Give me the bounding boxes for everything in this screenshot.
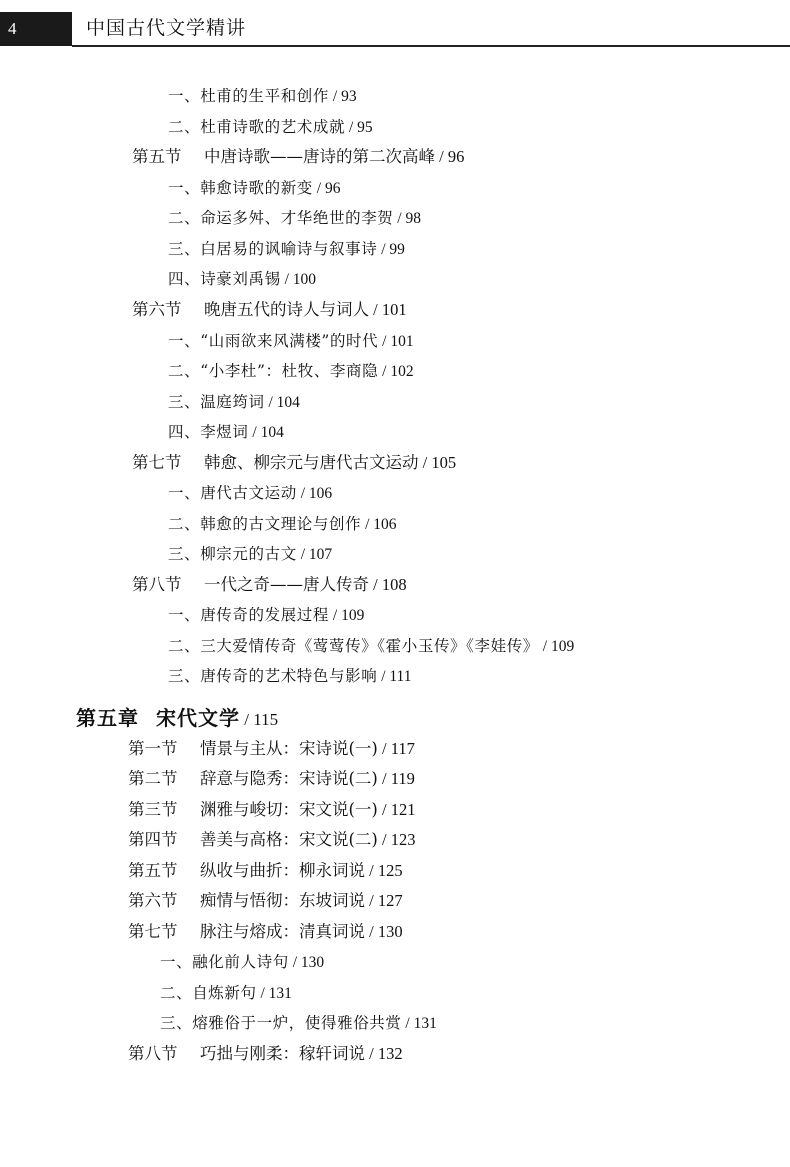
entry-page-number: 96 [324,180,341,197]
entry-page-number: 111 [389,668,412,685]
entry-title: 一代之奇——唐人传奇 [204,575,369,594]
page-separator: / [248,424,261,441]
header-rule [72,45,790,47]
entry-page-number: 105 [431,453,457,472]
entry-title: 一、杜甫的生平和创作 [168,87,330,105]
entry-page-number: 106 [373,516,397,533]
entry-page-number: 95 [357,119,373,136]
section-label: 第六节 [128,891,178,910]
toc-subsection [160,982,292,1005]
page-separator: / [401,1015,414,1032]
toc-section [128,890,403,912]
page-separator: / [365,922,378,941]
entry-page-number: 131 [413,1015,437,1032]
page-separator: / [329,88,342,105]
section-label: 第七节 [132,453,182,472]
entry-page-number: 100 [292,271,317,288]
section-label: 第一节 [128,739,178,758]
page-separator: / [377,830,391,849]
toc-subsection [168,177,340,200]
entry-title: 一、融化前人诗句 [160,953,289,971]
section-label: 第五节 [128,861,178,880]
entry-title: 晚唐五代的诗人与词人 [204,300,369,319]
page-separator: / [377,668,390,685]
entry-title: 情景与主从：宋诗说(一) [200,739,378,758]
entry-title: 二、“小李杜”：杜牧、李商隐 [168,362,379,380]
toc-chapter [76,705,278,733]
section-label: 第七节 [128,922,178,941]
entry-page-number: 104 [260,424,284,441]
toc-section [128,768,415,790]
toc-subsection [168,85,357,108]
page-number: 4 [0,12,72,46]
page-separator: / [369,300,382,319]
toc-subsection [168,665,411,688]
page-separator: / [312,180,325,197]
entry-page-number: 109 [341,607,365,624]
section-label: 第三节 [128,800,178,819]
entry-page-number: 127 [377,891,403,910]
entry-title: 巧拙与刚柔：稼轩词说 [200,1044,365,1063]
page-separator: / [296,485,309,502]
entry-title: 渊雅与峻切：宋文说(一) [200,800,378,819]
entry-page-number: 101 [390,333,414,350]
page-separator: / [256,985,269,1002]
section-label: 第八节 [132,575,182,594]
entry-title: 三、熔雅俗于一炉，使得雅俗共赏 [160,1014,402,1032]
entry-page-number: 101 [381,300,407,319]
entry-page-number: 102 [390,363,414,380]
entry-title: 一、唐传奇的发展过程 [168,606,330,624]
entry-title: 中唐诗歌——唐诗的第二次高峰 [204,147,435,166]
entry-page-number: 123 [390,830,416,849]
section-label: 第八节 [128,1044,178,1063]
toc-section [128,799,415,821]
entry-title: 二、杜甫诗歌的艺术成就 [168,118,346,136]
toc-section [132,146,464,168]
entry-title: 韩愈、柳宗元与唐代古文运动 [204,453,419,472]
page-separator: / [369,575,382,594]
page-separator: / [378,333,391,350]
entry-page-number: 131 [268,985,292,1002]
page-separator: / [280,271,293,288]
page-separator: / [377,769,391,788]
entry-title: 四、李煜词 [168,423,249,441]
toc-subsection [168,391,300,414]
book-title: 中国古代文学精讲 [86,17,247,39]
toc-subsection [168,482,332,505]
entry-title: 三、柳宗元的古文 [168,545,297,563]
page-separator: / [345,119,358,136]
toc-subsection [168,330,414,353]
section-label: 第五节 [132,147,182,166]
page-separator: / [329,607,342,624]
toc-section [128,738,415,760]
page-separator: / [538,638,551,655]
toc-section [128,921,403,943]
entry-page-number: 125 [377,861,403,880]
entry-page-number: 106 [308,485,333,502]
entry-page-number: 104 [276,394,300,411]
page-separator: / [377,800,391,819]
toc-section [128,829,415,851]
toc-subsection [168,513,397,536]
page-separator: / [377,739,391,758]
section-label: 第四节 [128,830,178,849]
page-separator: / [264,394,277,411]
entry-title: 一、“山雨欲来风满楼”的时代 [168,332,379,350]
entry-page-number: 99 [389,241,405,258]
toc-subsection [168,543,332,566]
entry-title: 三、温庭筠词 [168,393,265,411]
running-header [0,12,790,46]
entry-title: 辞意与隐秀：宋诗说(二) [200,769,378,788]
page-separator: / [435,147,448,166]
page-separator: / [365,1044,378,1063]
toc-subsection [168,116,373,139]
entry-page-number: 98 [405,210,421,227]
page-separator: / [365,891,378,910]
entry-title: 纵收与曲折：柳永词说 [200,861,365,880]
toc-subsection [168,604,364,627]
page-separator: / [377,241,390,258]
entry-title: 四、诗豪刘禹锡 [168,270,281,288]
entry-page-number: 107 [308,546,333,563]
entry-title: 善美与高格：宋文说(二) [200,830,378,849]
entry-page-number: 93 [341,88,357,105]
entry-page-number: 108 [381,575,407,594]
entry-page-number: 132 [377,1044,403,1063]
page-separator: / [296,546,309,563]
entry-page-number: 119 [390,769,415,788]
entry-title: 三、白居易的讽喻诗与叙事诗 [168,240,378,258]
entry-page-number: 117 [390,739,415,758]
entry-page-number: 130 [377,922,403,941]
entry-page-number: 96 [447,147,465,166]
page-separator: / [365,861,378,880]
entry-title: 一、韩愈诗歌的新变 [168,179,313,197]
toc-subsection [168,360,414,383]
toc-subsection [168,421,284,444]
entry-title: 二、三大爱情传奇《莺莺传》《霍小玉传》《李娃传》 [168,637,539,655]
entry-title: 二、命运多舛、才华绝世的李贺 [168,209,394,227]
toc-subsection [168,238,405,261]
entry-title: 一、唐代古文运动 [168,484,297,502]
toc-subsection [160,1012,437,1035]
toc-section [128,860,403,882]
chapter-label: 第五章 [76,706,139,730]
entry-page-number: 115 [253,710,279,729]
entry-title: 脉注与熔成：清真词说 [200,922,365,941]
entry-title: 痴情与悟彻：东坡词说 [200,891,365,910]
entry-page-number: 121 [390,800,416,819]
page-separator: / [418,453,432,472]
toc-subsection [168,635,574,658]
entry-title: 宋代文学 [156,706,240,730]
page-separator: / [288,954,301,971]
toc-section [132,452,456,474]
entry-page-number: 130 [300,954,325,971]
toc-subsection [168,207,421,230]
entry-title: 二、韩愈的古文理论与创作 [168,515,362,533]
page-separator: / [378,363,391,380]
toc-section [132,299,407,321]
page-separator: / [240,710,254,729]
entry-page-number: 109 [550,638,575,655]
toc-section [128,1043,403,1065]
page-separator: / [393,210,406,227]
toc-subsection [160,951,324,974]
section-label: 第六节 [132,300,182,319]
entry-title: 三、唐传奇的艺术特色与影响 [168,667,378,685]
toc-section [132,574,407,596]
page-separator: / [361,516,374,533]
toc-subsection [168,268,316,291]
section-label: 第二节 [128,769,178,788]
entry-title: 二、自炼新句 [160,984,257,1002]
